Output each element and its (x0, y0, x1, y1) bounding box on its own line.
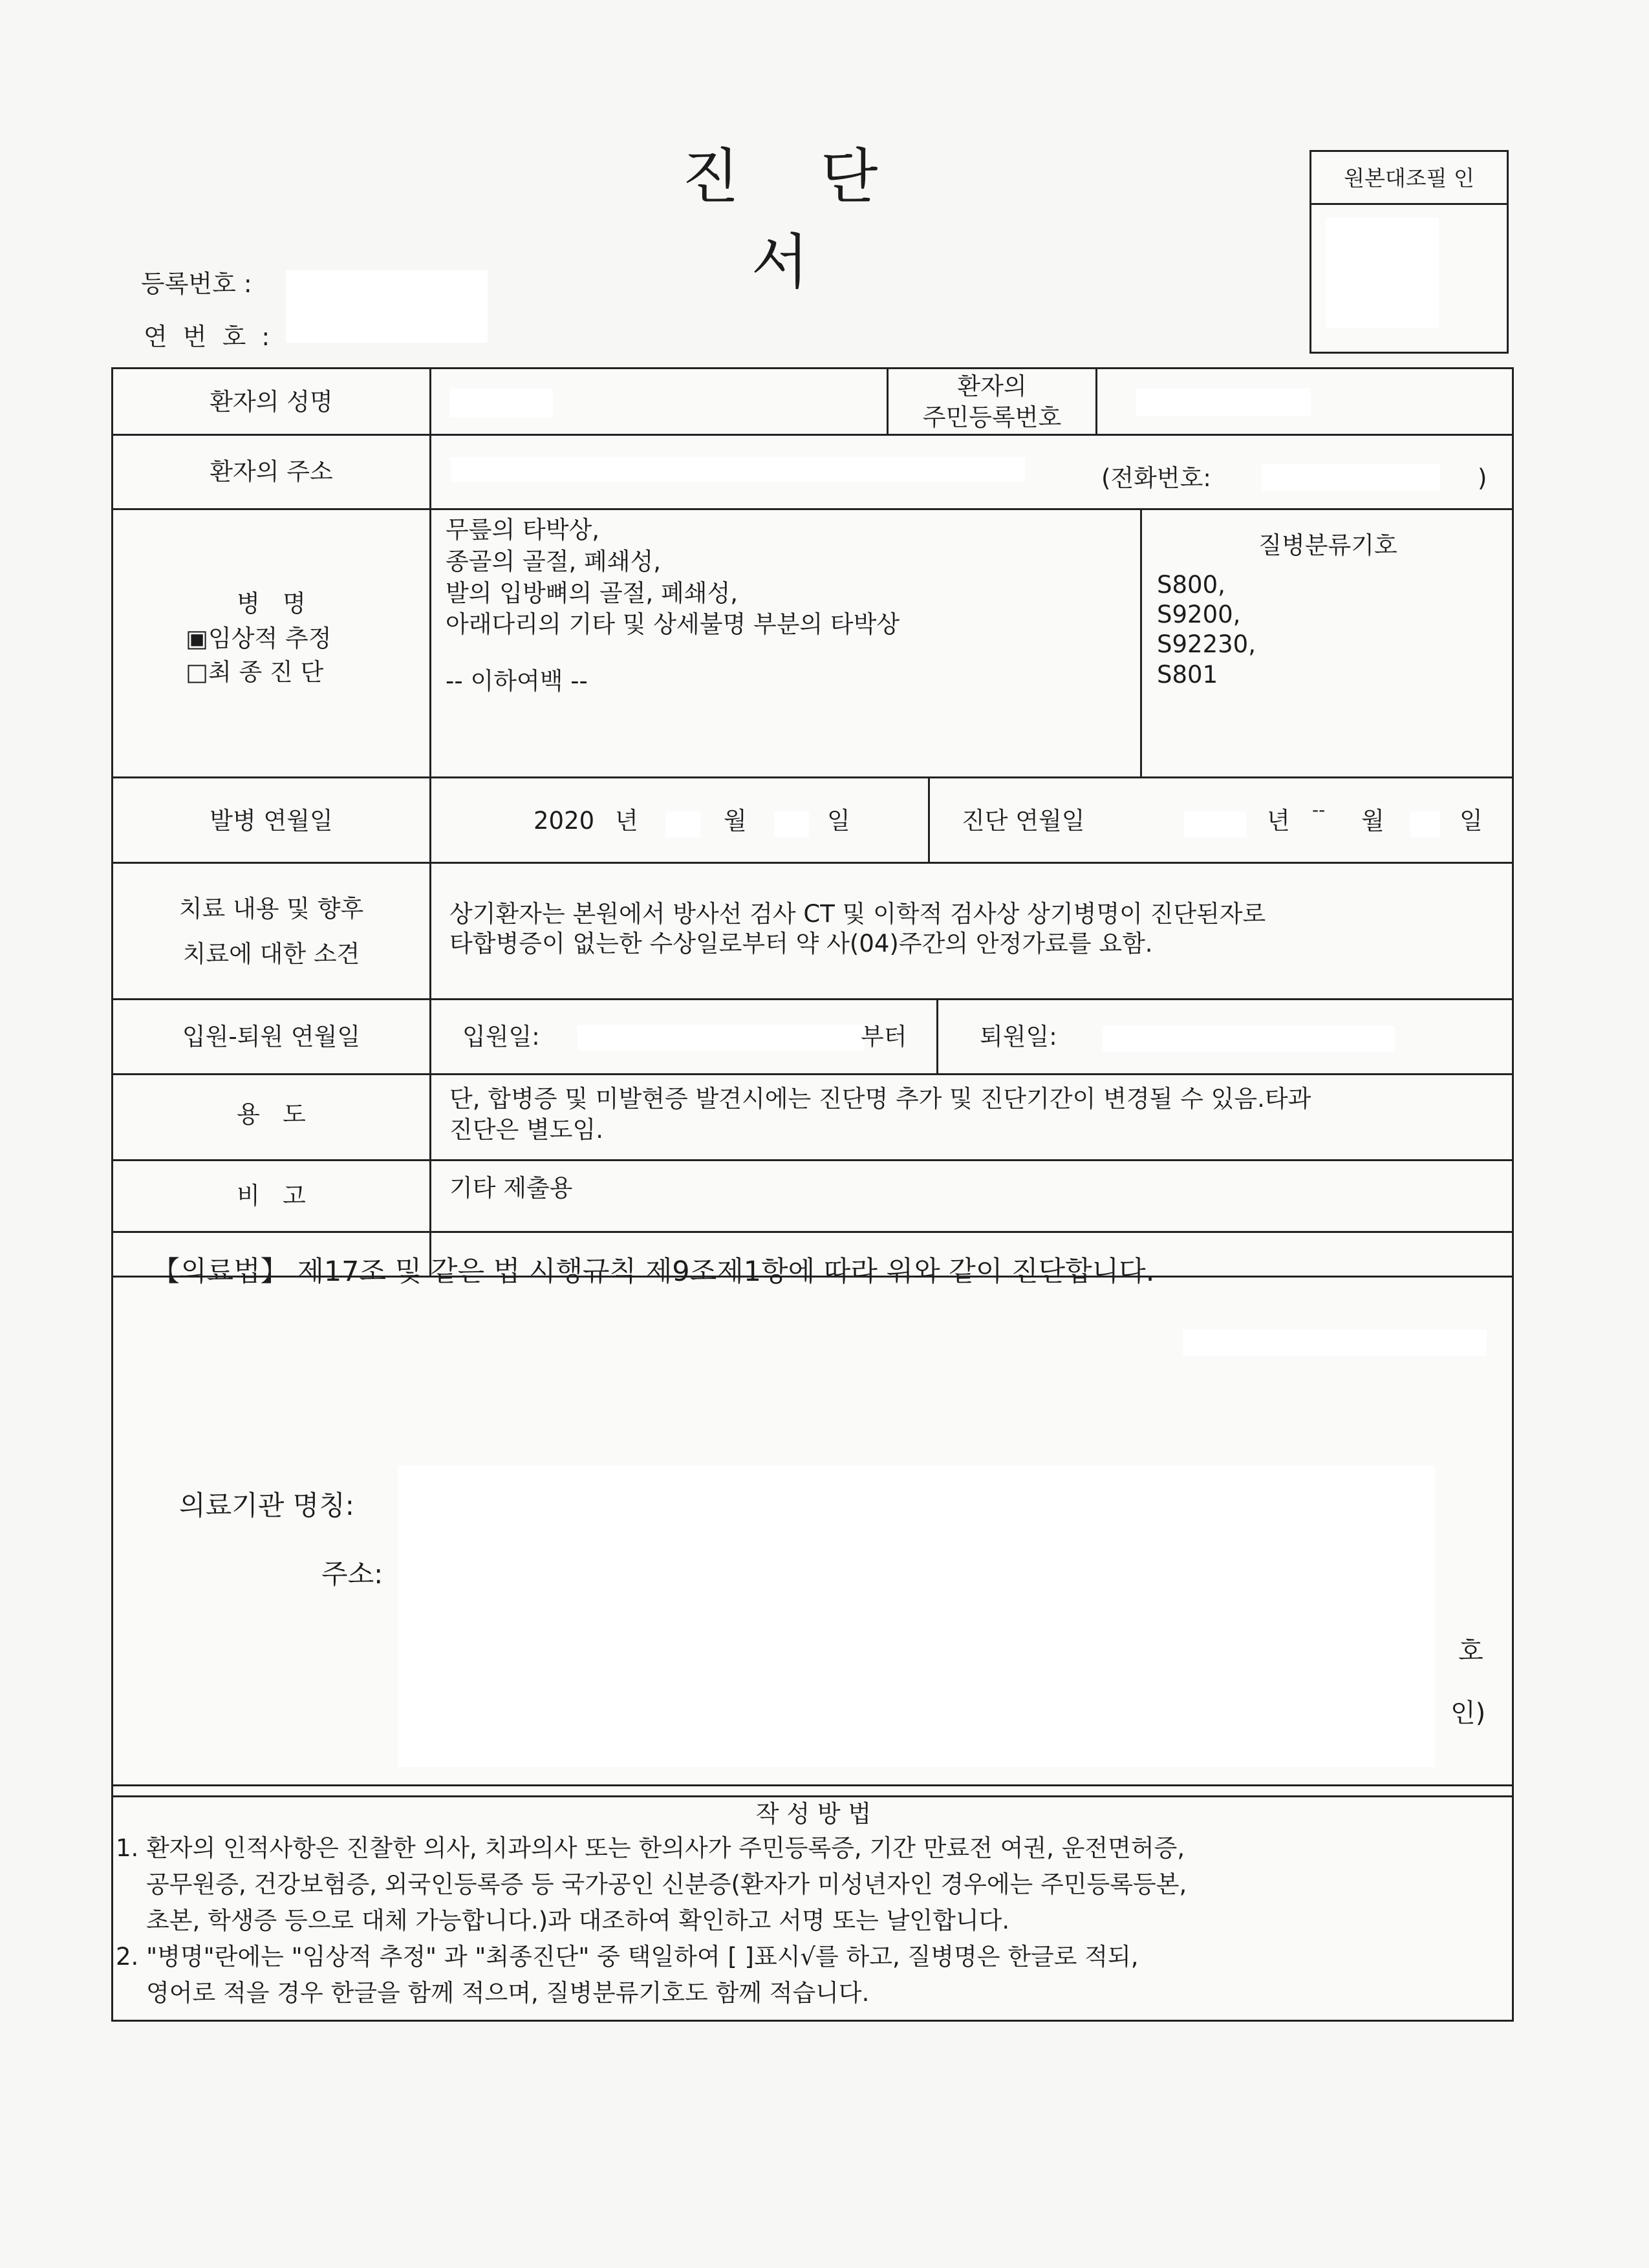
diagnosis-date-label: 진단 연월일 (962, 807, 1085, 835)
diagnosis-month-partial: -- (1312, 799, 1326, 820)
diagnosis-line: 발의 입방뼈의 골절, 폐쇄성, (446, 579, 738, 607)
license-number-label: 호 (1458, 1636, 1483, 1666)
document-title: 진 단 서 (682, 142, 909, 297)
disease-code: S9200, (1157, 601, 1241, 628)
redacted-onset-day (774, 811, 809, 837)
phone-label: (전화번호: (1101, 464, 1211, 492)
writing-instructions (111, 1784, 1514, 2022)
medical-law-statement: 【의료법】 제17조 및 같은 법 시행규칙 제9조제1항에 따라 위와 같이 진단합니다. (152, 1256, 1155, 1288)
redacted-phone-number (1262, 464, 1440, 491)
option-clinical-estimate: ▣임상적 추정 (186, 625, 332, 652)
diagnosis-month-unit: 월 (1361, 807, 1385, 835)
certificate-form-table (111, 367, 1514, 2021)
row-divider (113, 1073, 1514, 1075)
redacted-signature-date (1183, 1330, 1487, 1356)
disease-code: S800, (1157, 571, 1225, 599)
redacted-patient-address (451, 457, 1025, 482)
redacted-diagnosis-year (1184, 811, 1246, 837)
row-divider (113, 434, 1514, 436)
onset-day-unit: 일 (827, 807, 850, 835)
option-final-diagnosis: □최 종 진 단 (186, 658, 324, 686)
disease-code: S92230, (1157, 630, 1256, 658)
onset-date-label: 발병 연월일 (210, 807, 333, 835)
row-divider (113, 1159, 1514, 1161)
guide-line: 2. "병명"란에는 "임상적 추정" 과 "최종진단" 중 택일하여 [ ]표시√를 하고, 질병명은 한글로 적되, (116, 1943, 1139, 1971)
registration-number-label: 등록번호 : (141, 270, 252, 298)
row-divider (113, 508, 1514, 510)
cell-divider (1095, 369, 1097, 434)
serial-number-label: 연 번 호 : (144, 323, 274, 351)
purpose-text-line: 단, 합병증 및 미발현증 발견시에는 진단명 추가 및 진단기간이 변경될 수 있음.타과 (449, 1085, 1311, 1113)
redacted-institution-info (398, 1466, 1435, 1767)
guide-line: 1. 환자의 인적사항은 진찰한 의사, 치과의사 또는 한의사가 주민등록증, 기간 만료전 여권, 운전면허증, (116, 1834, 1185, 1862)
diagnosis-day-unit: 일 (1460, 807, 1483, 835)
diagnosis-line: 종골의 골절, 폐쇄성, (446, 548, 661, 575)
patient-name-label: 환자의 성명 (210, 388, 333, 416)
diagnosis-label: 병 명 (237, 590, 306, 617)
treatment-label-line1: 치료 내용 및 향후 (178, 895, 364, 923)
row-divider (113, 998, 1514, 1000)
cell-divider (928, 776, 930, 862)
disease-code: S801 (1157, 661, 1218, 689)
row-divider (113, 776, 1514, 778)
redacted-onset-month (665, 811, 700, 837)
purpose-label: 용 도 (237, 1100, 306, 1128)
redacted-registration-number (286, 270, 488, 343)
disease-code-label: 질병분류기호 (1258, 531, 1397, 559)
redacted-stamp (1326, 218, 1439, 328)
row-divider (113, 862, 1514, 864)
onset-year: 2020 (534, 807, 595, 835)
guide-line: 영어로 적을 경우 한글을 함께 적으며, 질병분류기호도 함께 적습니다. (116, 1979, 870, 2007)
institution-address-label: 주소: (321, 1558, 383, 1590)
guide-title: 작 성 방 법 (755, 1800, 872, 1828)
admission-dates-label: 입원-퇴원 연월일 (182, 1023, 361, 1051)
admission-from-label: 부터 (861, 1023, 907, 1051)
row-divider (113, 1231, 1514, 1233)
cell-divider (936, 998, 938, 1073)
redacted-diagnosis-day (1410, 811, 1440, 837)
treatment-opinion-line: 상기환자는 본원에서 방사선 검사 CT 및 이학적 검사상 상기병명이 진단된자로 (449, 900, 1266, 928)
seal-label: 인) (1450, 1698, 1486, 1728)
redacted-admission-date (577, 1025, 865, 1051)
guide-line: 초본, 학생증 등으로 대체 가능합니다.)과 대조하여 확인하고 서명 또는 날인합니다. (116, 1907, 1010, 1934)
stamp-box-label: 원본대조필 인 (1311, 152, 1507, 205)
redacted-patient-rrn (1136, 389, 1311, 416)
diagnosis-line: 무릎의 타박상, (446, 516, 599, 544)
remarks-value: 기타 제출용 (449, 1174, 573, 1202)
label-column-divider (429, 369, 431, 1276)
onset-year-unit: 년 (615, 807, 638, 835)
redacted-discharge-date (1103, 1026, 1395, 1052)
diagnosis-line: 아래다리의 기타 및 상세불명 부분의 타박상 (446, 610, 900, 638)
original-verified-stamp-box (1310, 150, 1509, 354)
phone-close-paren: ) (1478, 464, 1487, 492)
patient-rrn-label-line2: 주민등록번호 (922, 403, 1062, 431)
redacted-patient-name (449, 389, 553, 418)
guide-top-rule (113, 1795, 1512, 1797)
patient-address-label: 환자의 주소 (210, 458, 333, 486)
institution-name-label: 의료기관 명칭: (179, 1490, 354, 1521)
admission-in-label: 입원일: (462, 1023, 540, 1051)
treatment-opinion-line: 타합병증이 없는한 수상일로부터 약 사(04)주간의 안정가료를 요함. (449, 930, 1153, 957)
guide-line: 공무원증, 건강보험증, 외국인등록증 등 국가공인 신분증(환자가 미성년자인 경우에는 주민등록등본, (116, 1870, 1187, 1898)
purpose-text-line: 진단은 별도임. (449, 1116, 603, 1144)
diagnosis-year-unit: 년 (1267, 807, 1290, 835)
treatment-label-line2: 치료에 대한 소견 (182, 940, 360, 968)
remarks-label: 비 고 (237, 1182, 306, 1210)
patient-rrn-label-line1: 환자의 (957, 372, 1027, 400)
onset-month-unit: 월 (724, 807, 747, 835)
diagnosis-end-marker: -- 이하여백 -- (446, 667, 588, 695)
discharge-label: 퇴원일: (980, 1023, 1057, 1051)
